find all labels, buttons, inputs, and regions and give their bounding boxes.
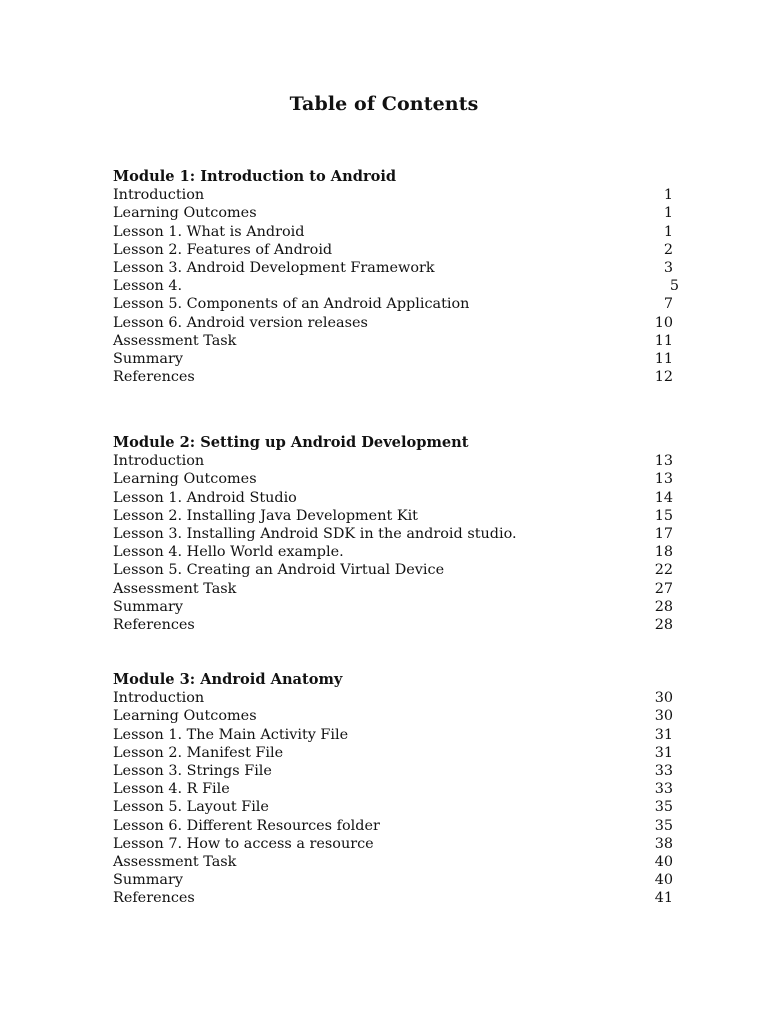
module-1-section: [113, 168, 683, 386]
toc-entry-page: 15: [654, 507, 673, 524]
toc-entry-page: 33: [654, 781, 673, 798]
toc-entry-label: Lesson 1. Android Studio: [113, 489, 297, 506]
toc-entry: [113, 616, 683, 634]
toc-entry: [113, 350, 683, 368]
toc-entry-label: Lesson 6. Android version releases: [113, 314, 368, 331]
toc-entry-page: 33: [654, 762, 673, 779]
toc-entry: [113, 853, 683, 871]
toc-entry-page: 18: [654, 544, 673, 561]
toc-entry-page: 14: [654, 489, 673, 506]
toc-entry-label: Lesson 1. The Main Activity File: [113, 726, 349, 743]
toc-entry: [113, 277, 683, 295]
toc-entry: [113, 525, 683, 543]
toc-entry: [113, 707, 683, 725]
toc-entry-page: 3: [663, 259, 673, 276]
module-2-section: [113, 434, 683, 634]
toc-entry-label: Lesson 5. Components of an Android Application: [113, 296, 470, 313]
toc-entry-page: 40: [654, 872, 673, 889]
toc-entry-page: 35: [654, 817, 673, 834]
toc-entry: [113, 470, 683, 488]
toc-entry: [113, 332, 683, 350]
toc-entry-page: 38: [654, 835, 673, 852]
toc-entry-label: Assessment Task: [113, 853, 237, 870]
toc-entry-label: Lesson 5. Layout File: [113, 799, 269, 816]
toc-entry-label: Assessment Task: [113, 580, 237, 597]
toc-entry-page: 1: [663, 223, 673, 240]
toc-entry: [113, 598, 683, 616]
toc-entry-label: Assessment Task: [113, 332, 237, 349]
toc-list: [113, 689, 683, 907]
toc-entry: [113, 204, 683, 222]
toc-entry: [113, 314, 683, 332]
toc-entry: [113, 241, 683, 259]
toc-entry-page: 35: [654, 799, 673, 816]
toc-entry-label: Introduction: [113, 690, 205, 707]
toc-list: [113, 452, 683, 634]
toc-entry-label: Lesson 7. How to access a resource: [113, 835, 374, 852]
toc-entry: [113, 543, 683, 561]
toc-entry: [113, 259, 683, 277]
toc-entry: [113, 489, 683, 507]
toc-entry-page: 41: [654, 890, 673, 907]
toc-entry-page: 40: [654, 853, 673, 870]
toc-entry-page: 28: [654, 598, 673, 615]
toc-entry: [113, 835, 683, 853]
toc-entry-label: Lesson 2. Installing Java Development Kit: [113, 507, 418, 524]
toc-entry: [113, 186, 683, 204]
toc-entry-label: Lesson 1. What is Android: [113, 223, 305, 240]
toc-entry-label: Lesson 2. Features of Android: [113, 241, 333, 258]
toc-entry-page: 11: [654, 350, 673, 367]
module-3-section: [113, 671, 683, 907]
toc-entry-label: Learning Outcomes: [113, 205, 257, 222]
toc-entry-page: 31: [654, 744, 673, 761]
toc-entry-label: References: [113, 890, 195, 907]
toc-entry: [113, 368, 683, 386]
module-heading: Module 3: Android Anatomy: [113, 671, 343, 688]
toc-entry-page: 27: [654, 580, 673, 597]
toc-entry: [113, 223, 683, 241]
toc-entry-page: 31: [654, 726, 673, 743]
toc-entry-page: 2: [663, 241, 673, 258]
toc-entry: [113, 507, 683, 525]
toc-entry-label: Lesson 3. Android Development Framework: [113, 259, 435, 276]
toc-entry-label: Learning Outcomes: [113, 471, 257, 488]
toc-entry-page: 1: [663, 187, 673, 204]
toc-entry-page: 1: [663, 205, 673, 222]
toc-entry: [113, 889, 683, 907]
toc-entry-label: Lesson 4. Hello World example.: [113, 544, 344, 561]
toc-entry: [113, 295, 683, 313]
toc-entry: [113, 762, 683, 780]
module-heading: Module 1: Introduction to Android: [113, 168, 397, 185]
toc-entry-page: 28: [654, 616, 673, 633]
toc-entry-label: Lesson 4.: [113, 278, 183, 295]
toc-entry-page: 11: [654, 332, 673, 349]
toc-entry-page: 7: [663, 296, 673, 313]
toc-entry: [113, 798, 683, 816]
toc-entry-page: 12: [654, 369, 673, 386]
toc-entry: [113, 744, 683, 762]
toc-entry: [113, 452, 683, 470]
toc-entry-label: Lesson 4. R File: [113, 781, 230, 798]
toc-entry: [113, 817, 683, 835]
toc-entry: [113, 561, 683, 579]
toc-entry-page: 5: [669, 278, 679, 295]
toc-entry-label: Lesson 5. Creating an Android Virtual Device: [113, 562, 445, 579]
toc-entry: [113, 871, 683, 889]
page-title: Table of Contents: [289, 93, 479, 115]
toc-entry-page: 10: [654, 314, 673, 331]
toc-entry-label: Summary: [113, 872, 184, 889]
toc-entry-page: 17: [654, 525, 673, 542]
toc-entry-page: 30: [654, 690, 673, 707]
toc-entry-label: References: [113, 369, 195, 386]
toc-entry-label: References: [113, 616, 195, 633]
toc-list: [113, 186, 683, 386]
toc-entry: [113, 780, 683, 798]
toc-entry-page: 13: [654, 453, 673, 470]
toc-entry-label: Lesson 2. Manifest File: [113, 744, 284, 761]
toc-entry-label: Lesson 6. Different Resources folder: [113, 817, 380, 834]
toc-entry-page: 13: [654, 471, 673, 488]
toc-entry: [113, 726, 683, 744]
toc-entry-label: Lesson 3. Installing Android SDK in the android studio.: [113, 525, 517, 542]
toc-entry-label: Introduction: [113, 453, 205, 470]
toc-entry-label: Summary: [113, 598, 184, 615]
toc-entry-label: Lesson 3. Strings File: [113, 762, 272, 779]
module-heading: Module 2: Setting up Android Development: [113, 434, 469, 451]
toc-entry: [113, 689, 683, 707]
toc-entry-label: Introduction: [113, 187, 205, 204]
toc-entry-page: 30: [654, 708, 673, 725]
toc-entry-label: Learning Outcomes: [113, 708, 257, 725]
toc-entry-label: Summary: [113, 350, 184, 367]
toc-entry: [113, 580, 683, 598]
toc-entry-page: 22: [654, 562, 673, 579]
